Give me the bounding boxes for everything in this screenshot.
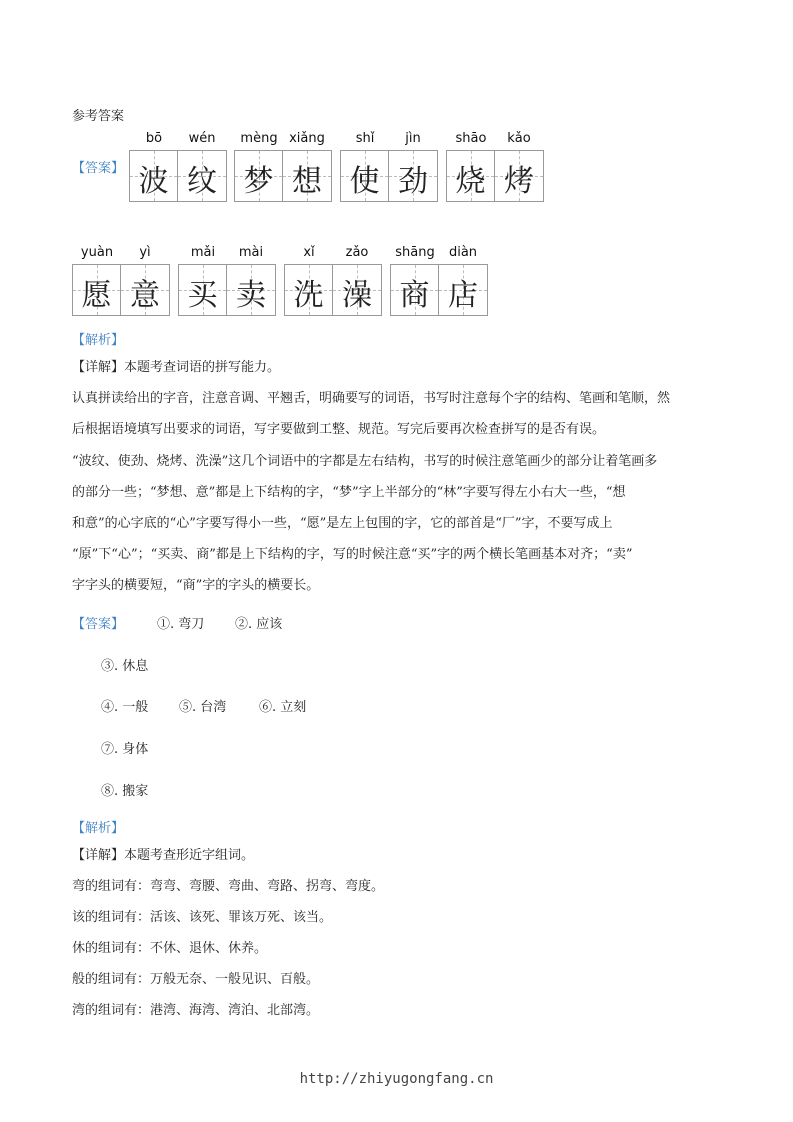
paragraph-line: 该的组词有：活该、该死、罪该万死、该当。	[72, 910, 333, 925]
answer-option: ③. 休息	[101, 659, 149, 674]
answer-option: ⑤. 台湾	[179, 700, 227, 715]
hanzi-char: 店	[448, 278, 478, 313]
char-cell	[121, 245, 169, 315]
paragraph-line: “原”下“心”；“买卖、商”都是上下结构的字，写的时候注意“买”字的两个横长笔画基本对齐；“卖”	[72, 547, 633, 562]
detail-tag: 【详解】	[72, 360, 125, 375]
char-cell	[285, 245, 333, 315]
paragraph-line: 后根据语境填写出要求的词语，写字要做到工整、规范。写完后要再次检查拼写的是否有误。	[72, 422, 606, 437]
hanzi-char: 烧	[455, 164, 486, 199]
paragraph-line: 的部分一些；“梦想、意”都是上下结构的字，“梦”字上半部分的“林”字要写得左小右大一些，“想	[72, 485, 626, 500]
char-cell	[227, 245, 275, 315]
pinyin-label: mǎi	[190, 245, 216, 260]
word-box	[284, 245, 382, 316]
analysis-tag-1: 【解析】	[72, 333, 125, 348]
hanzi-char: 买	[187, 278, 218, 313]
char-cell	[179, 245, 227, 315]
word-box	[390, 245, 488, 316]
char-cell	[495, 131, 543, 201]
pinyin-label: mèng	[240, 131, 278, 146]
paragraph-line: 字字头的横要短，“商”字的字头的横要长。	[72, 578, 320, 593]
pinyin-label: shāng	[395, 245, 435, 260]
page-title: 参考答案	[72, 109, 125, 124]
pinyin-label: yuàn	[80, 245, 114, 260]
pinyin-grid-row-2	[0, 245, 793, 316]
hanzi-char: 意	[130, 278, 160, 313]
detail-text: 本题考查词语的拼写能力。	[124, 360, 281, 375]
detail-line-1	[72, 358, 280, 378]
char-cell	[447, 131, 495, 201]
char-cell	[73, 245, 121, 315]
char-cell	[283, 131, 331, 201]
hanzi-char: 愿	[81, 278, 112, 313]
paragraph-line: 弯的组词有：弯弯、弯腰、弯曲、弯路、拐弯、弯度。	[72, 879, 385, 894]
hanzi-char: 澡	[342, 278, 372, 313]
word-box	[129, 131, 227, 202]
pinyin-label: yì	[139, 245, 151, 260]
pinyin-label: jìn	[405, 131, 421, 146]
word-box	[72, 245, 170, 316]
paragraph-line: 认真拼读给出的字音，注意音调、平翘舌，明确要写的词语，书写时注意每个字的结构、笔画和笔顺，然	[72, 391, 671, 406]
hanzi-char: 洗	[293, 278, 324, 313]
hanzi-char: 使	[349, 164, 380, 199]
hanzi-char: 烤	[504, 164, 534, 199]
pinyin-label: shǐ	[355, 131, 375, 146]
char-cell	[333, 245, 381, 315]
paragraph-line: 和意”的心字底的“心”字要写得小一些，“愿”是左上包围的字，它的部首是“厂”字，不要写成上	[72, 516, 613, 531]
hanzi-char: 卖	[236, 278, 266, 313]
hanzi-char: 梦	[243, 164, 274, 199]
detail-line-2	[72, 846, 254, 866]
pinyin-grid-row-1	[0, 131, 793, 202]
answer-tag-2: 【答案】	[72, 617, 125, 632]
pinyin-label: shāo	[455, 131, 487, 146]
detail-text: 本题考查形近字组词。	[124, 848, 255, 863]
char-cell	[341, 131, 389, 201]
pinyin-label: bō	[145, 131, 163, 146]
char-cell	[391, 245, 439, 315]
footer-url: http://zhiyugongfang.cn	[299, 1071, 494, 1087]
paragraph-line: “波纹、使劲、烧烤、洗澡”这几个词语中的字都是左右结构，书写的时候注意笔画少的部分让着笔画多	[72, 454, 658, 469]
char-cell	[130, 131, 178, 201]
answer-option: ②. 应该	[235, 617, 283, 632]
pinyin-label: mài	[238, 245, 264, 260]
detail-tag: 【详解】	[72, 848, 125, 863]
pinyin-label: zǎo	[345, 245, 369, 260]
word-box	[340, 131, 438, 202]
hanzi-char: 商	[399, 278, 430, 313]
hanzi-char: 想	[292, 164, 322, 199]
char-cell	[389, 131, 437, 201]
pinyin-label: diàn	[448, 245, 478, 260]
hanzi-char: 劲	[398, 164, 428, 199]
answer-option: ⑧. 搬家	[101, 784, 149, 799]
paragraph-line: 休的组词有：不休、退休、休养。	[72, 941, 268, 956]
answer-option: ⑦. 身体	[101, 742, 149, 757]
paragraph-line: 湾的组词有：港湾、海湾、湾泊、北部湾。	[72, 1003, 320, 1018]
answer-option: ④. 一般	[101, 700, 149, 715]
word-box	[446, 131, 544, 202]
pinyin-label: kǎo	[507, 131, 531, 146]
pinyin-label: xǐ	[303, 245, 315, 260]
answer-option: ①. 弯刀	[157, 617, 205, 632]
char-cell	[178, 131, 226, 201]
pinyin-label: xiǎng	[289, 131, 325, 146]
char-cell	[235, 131, 283, 201]
word-box	[234, 131, 332, 202]
word-box	[178, 245, 276, 316]
paragraph-line: 般的组词有：万般无奈、一般见识、百般。	[72, 972, 320, 987]
analysis-tag-2: 【解析】	[72, 821, 125, 836]
hanzi-char: 波	[138, 164, 169, 199]
char-cell	[439, 245, 487, 315]
pinyin-label: wén	[188, 131, 216, 146]
answer-option: ⑥. 立刻	[259, 700, 307, 715]
answer-tag-1: 【答案】	[72, 161, 125, 176]
hanzi-char: 纹	[187, 164, 217, 199]
